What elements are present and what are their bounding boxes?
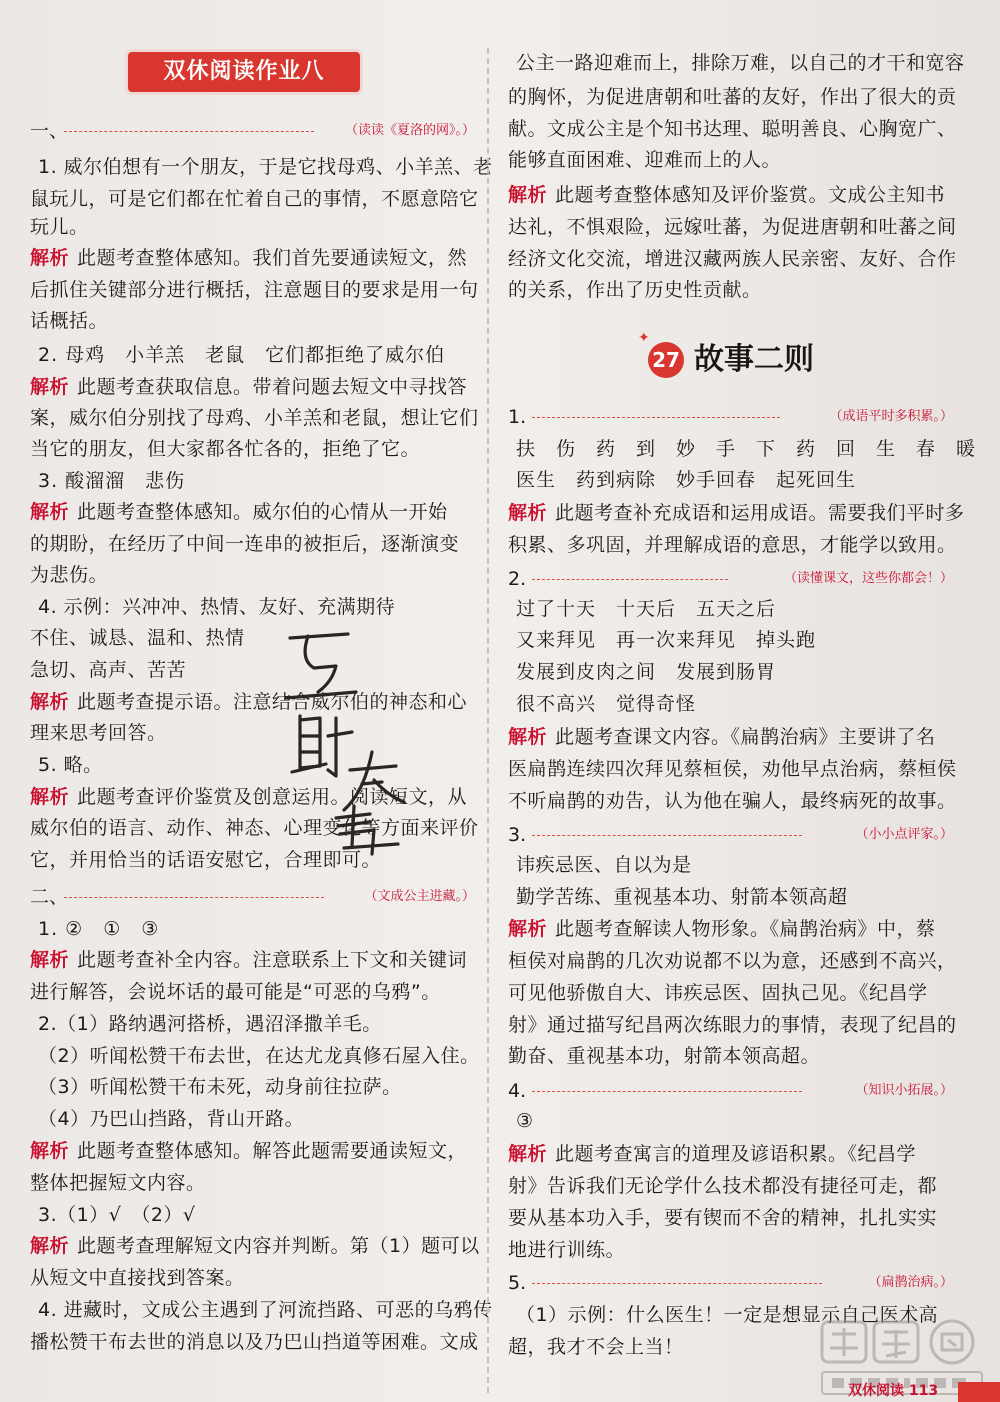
dashed-rule [532,1091,802,1092]
section-hint: （知识小拓展。） [855,1083,953,1098]
section-one-header [30,118,475,144]
answer-line: 1. ② ① ③ [38,918,160,940]
answer-line: 献。文成公主是个知书达理、聪明善良、心胸宽广、 [508,118,957,140]
answer-line: ③ [516,1110,534,1132]
analysis-line [30,245,467,271]
question-4-header [508,1078,953,1104]
analysis-line: 后抓住关键部分进行概括，注意题目的要求是用一句 [30,279,479,301]
analysis-text: 此题考查整体感知。解答此题需要通读短文， [77,1140,468,1162]
question-3-header [508,822,953,848]
analysis-text: 此题考查寓言的道理及谚语积累。《纪昌学 [555,1143,917,1165]
section-hint: （读懂课文，这些你都会！） [783,571,953,586]
dashed-rule [64,131,314,132]
analysis-label: 解析 [30,247,70,269]
answer-line: 扶 伤 药 到 妙 手 下 药 回 生 春 暖 [516,438,977,460]
analysis-line: 医扁鹊连续四次拜见蔡桓侯，劝他早点治病，蔡桓侯 [508,758,957,780]
question-2-header [508,566,953,592]
section-hint: （读读《夏洛的网》。） [344,123,475,138]
section-hint: （扁鹊治病。） [868,1275,953,1290]
analysis-text: 此题考查整体感知。威尔伯的心情从一开始 [77,501,448,523]
analysis-line: 达礼，不惧艰险，远嫁吐蕃，为促进唐朝和吐蕃之间 [508,216,957,238]
answer-line: 2.（1）路纳遇河搭桥，遇沼泽撒羊毛。 [38,1013,382,1035]
dashed-rule [532,417,780,418]
answer-line: 勤学苦练、重视基本功、射箭本领高超 [516,886,848,908]
analysis-line: 可见他骄傲自大、讳疾忌医、固执己见。《纪昌学 [508,982,928,1004]
analysis-line: 进行解答，会说坏话的最可能是“可恶的乌鸦”。 [30,981,441,1003]
dashed-rule [64,897,324,898]
analysis-text: 此题考查整体感知及评价鉴赏。文成公主知书 [555,184,946,206]
answer-line: 讳疾忌医、自以为是 [516,854,692,876]
analysis-line: 它，并用恰当的话语安慰它，合理即可。 [30,849,382,871]
analysis-line: 为悲伤。 [30,564,109,586]
answer-line: 过了十天 十天后 五天之后 [516,598,777,620]
analysis-line [30,1138,467,1164]
question-number: 5. [508,1272,527,1294]
dashed-rule [532,835,802,836]
analysis-text: 此题考查提示语。注意结合威尔伯的神态和心 [77,691,468,713]
answer-line: （1）示例：什么医生！一定是想显示自己医术高 [516,1304,939,1326]
column-divider [487,48,490,1393]
section-two-header [30,884,475,910]
analysis-line [30,1233,480,1259]
footer-label [848,1380,938,1400]
answer-line: （4）乃巴山挡路，背山开路。 [38,1108,305,1130]
answer-line: 播松赞干布去世的消息以及乃巴山挡道等困难。文成 [30,1331,479,1353]
analysis-text: 此题考查整体感知。我们首先要通读短文，然 [77,247,468,269]
answer-line: 4. 进藏时，文成公主遇到了河流挡路、可恶的乌鸦传 [38,1299,493,1321]
analysis-text: 此题考查解读人物形象。《扁鹊治病》中，蔡 [555,918,936,940]
analysis-line: 的关系，作出了历史性贡献。 [508,279,762,301]
footer-book-name: 双休阅读 [848,1383,904,1399]
analysis-line [30,499,448,525]
analysis-line: 地进行训练。 [508,1239,626,1261]
analysis-line: 要从基本功入手，要有锲而不舍的精神，扎扎实实 [508,1207,938,1229]
analysis-label: 解析 [30,501,70,523]
analysis-line [30,947,467,973]
star-icon: ✦ [638,330,650,346]
analysis-line: 射》告诉我们无论学什么技术都没有捷径可走，都 [508,1175,938,1197]
analysis-label: 解析 [30,1140,70,1162]
section-hint: （文成公主进藏。） [364,889,475,904]
answer-line: 又来拜见 再一次来拜见 掉头跑 [516,629,817,651]
answer-line: 4. 示例：兴冲冲、热情、友好、充满期待 [38,596,396,618]
answer-line: 不住、诚恳、温和、热情 [30,627,245,649]
answer-line: 发展到皮肉之间 发展到肠胃 [516,661,777,683]
analysis-line: 当它的朋友，但大家都各忙各的，拒绝了它。 [30,438,421,460]
dashed-rule [532,579,728,580]
analysis-label: 解析 [30,1235,70,1257]
answer-line: 的胸怀，为促进唐朝和吐蕃的友好，作出了很大的贡 [508,86,957,108]
analysis-label: 解析 [30,376,70,398]
analysis-label: 解析 [508,918,548,940]
answer-line: 能够直面困难、迎难而上的人。 [508,149,782,171]
analysis-label: 解析 [508,502,548,524]
answer-line: 医生 药到病除 妙手回春 起死回生 [516,469,857,491]
analysis-label: 解析 [508,1143,548,1165]
analysis-label: 解析 [508,184,548,206]
answer-line: 5. 略。 [38,754,103,776]
analysis-line: 话概括。 [30,310,109,332]
section-hint: （小小点评家。） [855,827,953,842]
answer-line: 3.（1）√ （2）√ [38,1204,196,1226]
question-number: 4. [508,1080,527,1102]
homework-title: 双休阅读作业八 [163,59,325,84]
analysis-line: 案，威尔伯分别找了母鸡、小羊羔和老鼠，想让它们 [30,407,479,429]
answer-line: 2. 母鸡 小羊羔 老鼠 它们都拒绝了威尔伯 [38,344,446,366]
answer-line: 玩儿。 [30,216,89,238]
analysis-text: 此题考查课文内容。《扁鹊治病》主要讲了名 [555,726,936,748]
analysis-line: 理来思考回答。 [30,722,167,744]
answer-line: （3）听闻松赞干布未死，动身前往拉萨。 [38,1076,402,1098]
analysis-line: 射》通过描写纪昌两次练眼力的事情，表现了纪昌的 [508,1014,957,1036]
lesson-title: 故事二则 [694,342,814,377]
section-number: 二、 [30,886,69,908]
analysis-label: 解析 [30,949,70,971]
analysis-label: 解析 [30,786,70,808]
answer-line: 鼠玩儿，可是它们都在忙着自己的事情，不愿意陪它 [30,188,479,210]
homework-title-banner [128,52,360,92]
section-hint: （成语平时多积累。） [829,409,953,424]
page-number: 113 [908,1383,939,1399]
answer-line: 公主一路迎难而上，排除万难，以自己的才干和宽容 [516,52,965,74]
section-number: 一、 [30,120,69,142]
lesson-number-badge: 27 [648,342,684,378]
analysis-line: 不听扁鹊的劝告，认为他在骗人，最终病死的故事。 [508,790,957,812]
analysis-text: 此题考查补充成语和运用成语。需要我们平时多 [555,502,965,524]
answer-line: 超，我才不会上当！ [508,1336,684,1358]
analysis-line [508,724,936,750]
analysis-line [508,500,965,526]
analysis-text: 此题考查补全内容。注意联系上下文和关键词 [77,949,468,971]
footer-color-bar [958,1382,1000,1402]
analysis-text: 此题考查评价鉴赏及创意运用。阅读短文，从 [77,786,468,808]
analysis-line [508,1141,916,1167]
analysis-line: 经济文化交流，增进汉藏两族人民亲密、友好、合作 [508,248,957,270]
analysis-text: 此题考查获取信息。带着问题去短文中寻找答 [77,376,468,398]
answer-line: 1. 威尔伯想有一个朋友，于是它找母鸡、小羊羔、老 [38,156,493,178]
analysis-line: 勤奋、重视基本功，射箭本领高超。 [508,1045,821,1067]
analysis-label: 解析 [508,726,548,748]
question-number: 3. [508,824,527,846]
analysis-line: 积累、多巩固，并理解成语的意思，才能学以致用。 [508,534,957,556]
analysis-label: 解析 [30,691,70,713]
answer-line: 急切、高声、苦苦 [30,659,187,681]
analysis-line [508,916,936,942]
analysis-line: 威尔伯的语言、动作、神态、心理变化等方面来评价 [30,817,479,839]
analysis-text: 此题考查理解短文内容并判断。第（1）题可以 [77,1235,480,1257]
analysis-line [508,182,945,208]
question-1-header [508,404,953,430]
analysis-line: 整体把握短文内容。 [30,1172,206,1194]
answer-line: （2）听闻松赞干布去世，在达尤龙真修石屋入住。 [38,1045,480,1067]
answer-line: 3. 酸溜溜 悲伤 [38,470,186,492]
analysis-line: 桓侯对扁鹊的几次劝说都不以为意，还感到不高兴， [508,950,957,972]
dashed-rule [532,1283,822,1284]
page-footer [830,1378,1000,1402]
question-5-header [508,1270,953,1296]
handwritten-note-drawing [278,620,418,860]
question-number: 1. [508,406,527,428]
answer-line: 很不高兴 觉得奇怪 [516,693,697,715]
analysis-line [30,374,467,400]
analysis-line: 从短文中直接找到答案。 [30,1267,245,1289]
question-number: 2. [508,568,527,590]
analysis-line: 的期盼，在经历了中间一连串的被拒后，逐渐演变 [30,533,460,555]
